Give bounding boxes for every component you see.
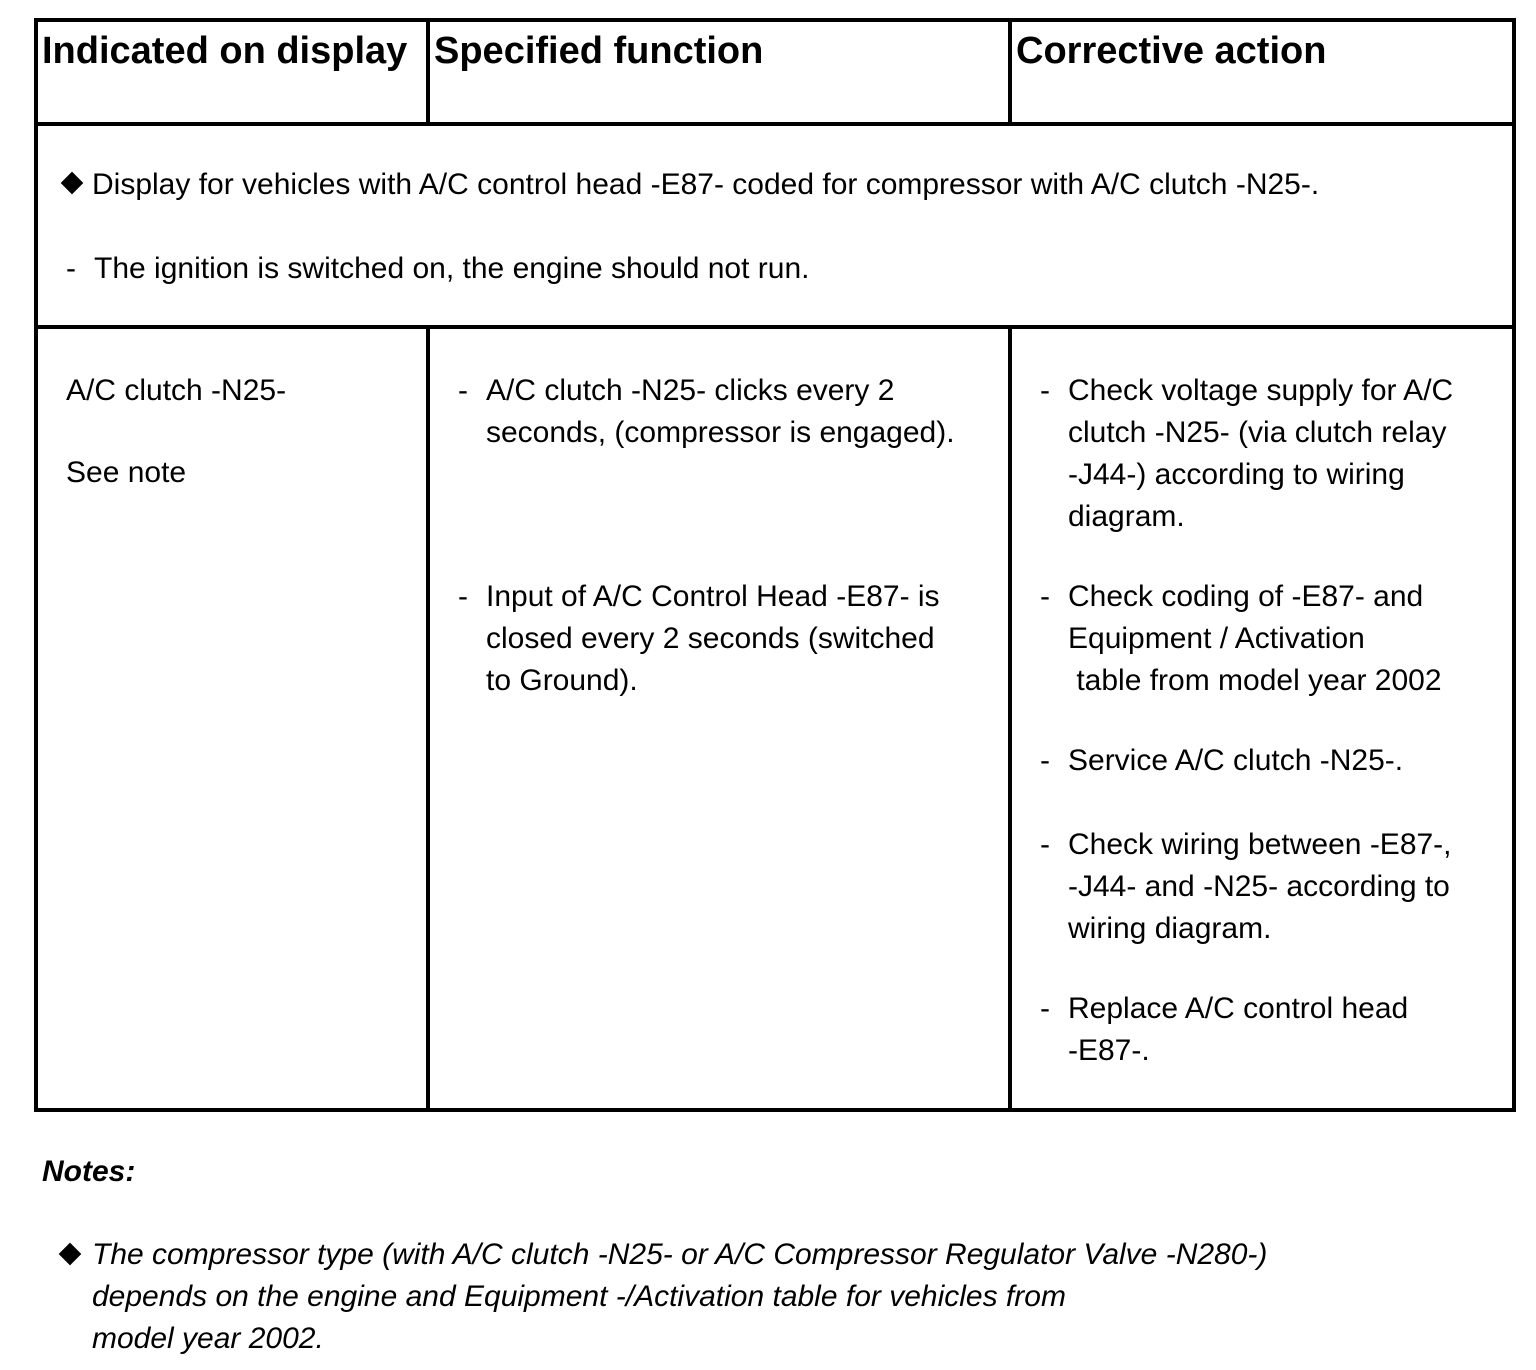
indicated-see-note: See note [66,456,187,489]
corrective-action-text: Check voltage supply for A/C clutch -N25- (via clutch relay -J44-) according to wiring diagram. [1068,374,1454,533]
notes-heading: Notes: [42,1155,136,1188]
condition-display-note [58,164,1319,206]
dash-marker: - [458,374,468,407]
dash-marker: - [1040,744,1050,777]
diamond-bullet-icon [61,172,84,195]
dash-marker: - [1040,828,1050,861]
condition-display-text: Display for vehicles with A/C control head -E87- coded for compressor with A/C clutch -N25-. [92,168,1320,201]
column-divider [1008,325,1012,1108]
header-divider [38,122,1512,126]
condition-divider [38,325,1512,329]
indicated-component: A/C clutch -N25- [66,374,287,407]
corrective-action-text: Service A/C clutch -N25-. [1068,744,1404,777]
header-indicated-on-display: Indicated on display [42,30,408,72]
specified-function-text: Input of A/C Control Head -E87- is closed every 2 seconds (switched to Ground). [486,580,940,697]
dash-marker: - [1040,992,1050,1025]
corrective-action-text: Check coding of -E87- and Equipment / Activation table from model year 2002 [1068,580,1442,697]
note-item: The compressor type (with A/C clutch -N25- or A/C Compressor Regulator Valve -N280-) depends on the engine and Equipment -/Activation table for vehicles from model year 2002. [92,1238,1268,1355]
dash-marker: - [1040,580,1050,613]
diagnostic-table [34,18,1516,1112]
header-specified-function: Specified function [434,30,764,72]
diamond-bullet-icon [59,1243,82,1266]
dash-marker: - [66,252,76,285]
condition-prerequisite-text: The ignition is switched on, the engine should not run. [94,252,810,285]
corrective-action-text: Check wiring between -E87-, -J44- and -N25- according to wiring diagram. [1068,828,1452,945]
column-divider [1008,22,1012,122]
dash-marker: - [1040,374,1050,407]
corrective-action-text: Replace A/C control head -E87-. [1068,992,1409,1067]
column-divider [426,22,430,122]
dash-marker: - [458,580,468,613]
column-divider [426,325,430,1108]
header-corrective-action: Corrective action [1016,30,1327,72]
specified-function-text: A/C clutch -N25- clicks every 2 seconds, (compressor is engaged). [486,374,955,449]
